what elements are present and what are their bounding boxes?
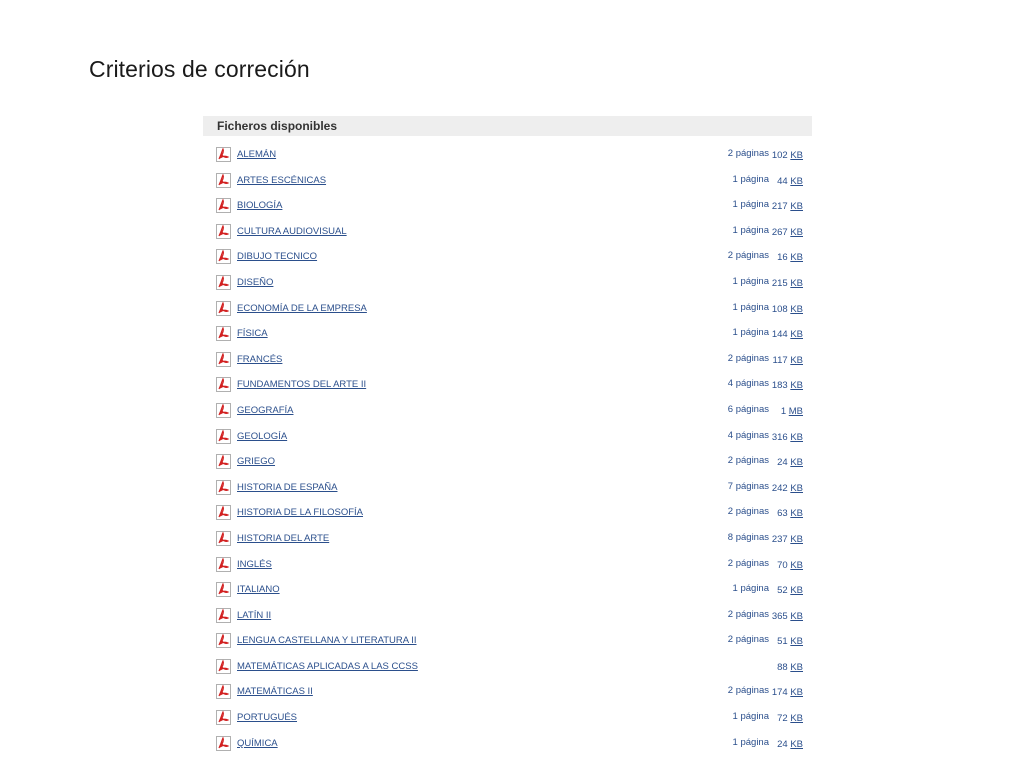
file-row <box>203 443 812 469</box>
file-size-unit[interactable]: KB <box>790 661 803 673</box>
file-link[interactable]: MATEMÁTICAS APLICADAS A LAS CCSS <box>237 660 418 672</box>
slide-title: Criterios de correción <box>89 56 310 82</box>
pdf-icon[interactable] <box>216 736 231 751</box>
file-row <box>203 290 812 316</box>
file-size-unit[interactable]: KB <box>790 175 803 187</box>
file-pages: 2 páginas <box>727 250 769 262</box>
file-size: 365 KB <box>771 610 803 622</box>
file-row <box>203 520 812 546</box>
file-size: 183 KB <box>771 380 803 392</box>
file-size-unit[interactable]: KB <box>790 303 803 315</box>
file-size-unit[interactable]: KB <box>790 482 803 494</box>
pdf-icon[interactable] <box>216 403 231 418</box>
file-pages: 2 páginas <box>727 148 769 159</box>
pdf-icon[interactable] <box>216 710 231 725</box>
file-size-unit[interactable]: KB <box>790 252 803 264</box>
file-size: 88 KB <box>777 661 803 673</box>
file-size-unit[interactable]: KB <box>790 610 803 622</box>
file-list <box>203 136 812 750</box>
pdf-icon[interactable] <box>216 659 231 674</box>
file-pages: 2 páginas <box>727 608 769 620</box>
file-pages: 1 página <box>732 301 769 313</box>
file-link[interactable]: HISTORIA DEL ARTE <box>237 532 330 544</box>
file-size-unit[interactable]: KB <box>790 354 803 366</box>
file-size-unit[interactable]: KB <box>790 508 803 520</box>
file-link[interactable]: FRANCÉS <box>237 353 283 365</box>
file-size-unit[interactable]: KB <box>790 738 803 750</box>
file-pages: 2 páginas <box>727 506 769 518</box>
file-link[interactable]: PORTUGUÉS <box>237 712 298 724</box>
file-row <box>203 469 812 495</box>
file-size: 16 KB <box>777 252 803 264</box>
file-size: 215 KB <box>771 277 803 289</box>
pdf-icon[interactable] <box>216 582 231 597</box>
pdf-icon[interactable] <box>216 147 231 162</box>
file-size-unit[interactable]: MB <box>788 405 803 417</box>
file-link[interactable]: BIOLOGÍA <box>237 200 283 212</box>
file-link[interactable]: QUÍMICA <box>237 737 278 749</box>
file-size: 237 KB <box>771 533 803 545</box>
file-link[interactable]: LATÍN II <box>237 609 272 621</box>
file-pages: 1 página <box>732 224 769 236</box>
file-size-unit[interactable]: KB <box>790 687 803 699</box>
pdf-icon[interactable] <box>216 608 231 623</box>
file-link[interactable]: INGLÉS <box>237 558 272 570</box>
file-size: 316 KB <box>771 431 803 443</box>
pdf-icon[interactable] <box>216 454 231 469</box>
pdf-icon[interactable] <box>216 224 231 239</box>
file-size-unit[interactable]: KB <box>790 380 803 392</box>
file-size: 108 KB <box>771 303 803 315</box>
pdf-icon[interactable] <box>216 173 231 188</box>
pdf-icon[interactable] <box>216 326 231 341</box>
file-size: 44 KB <box>777 175 803 187</box>
pdf-icon[interactable] <box>216 377 231 392</box>
file-size: 144 KB <box>771 329 803 341</box>
file-row <box>203 187 812 213</box>
file-link[interactable]: ECONOMÍA DE LA EMPRESA <box>237 302 367 314</box>
file-size: 217 KB <box>771 201 803 213</box>
file-link[interactable]: GRIEGO <box>237 456 276 468</box>
file-row <box>203 546 812 572</box>
file-link[interactable]: ITALIANO <box>237 584 280 596</box>
file-link[interactable]: ALEMÁN <box>237 149 277 160</box>
file-size-unit[interactable]: KB <box>790 201 803 213</box>
file-pages: 7 páginas <box>727 480 769 492</box>
file-pages: 6 páginas <box>727 403 769 415</box>
file-pages: 1 página <box>732 711 769 723</box>
file-row <box>203 597 812 623</box>
file-pages: 1 página <box>732 583 769 595</box>
file-row <box>203 673 812 699</box>
file-size-unit[interactable]: KB <box>790 713 803 725</box>
file-link[interactable]: FÍSICA <box>237 328 268 340</box>
file-pages: 2 páginas <box>727 455 769 467</box>
files-panel <box>203 116 812 750</box>
pdf-icon[interactable] <box>216 531 231 546</box>
file-size-unit[interactable]: KB <box>790 636 803 648</box>
file-row <box>203 648 812 674</box>
file-row <box>203 699 812 725</box>
file-row <box>203 494 812 520</box>
file-size-unit[interactable]: KB <box>790 559 803 571</box>
file-pages: 4 páginas <box>727 378 769 390</box>
file-size: 24 KB <box>777 738 803 750</box>
file-size-unit[interactable]: KB <box>790 533 803 545</box>
pdf-icon[interactable] <box>216 352 231 367</box>
pdf-icon[interactable] <box>216 429 231 444</box>
pdf-icon[interactable] <box>216 301 231 316</box>
file-size-unit[interactable]: KB <box>790 226 803 238</box>
pdf-icon[interactable] <box>216 480 231 495</box>
file-size-unit[interactable]: KB <box>790 585 803 597</box>
file-pages: 2 páginas <box>727 557 769 569</box>
file-size: 72 KB <box>777 713 803 725</box>
file-pages: 1 página <box>732 199 769 211</box>
file-row <box>203 136 812 162</box>
file-pages: 2 páginas <box>727 685 769 697</box>
file-size-unit[interactable]: KB <box>790 150 803 161</box>
file-size-unit[interactable]: KB <box>790 277 803 289</box>
file-pages: 8 páginas <box>727 531 769 543</box>
file-size: 51 KB <box>777 636 803 648</box>
file-row <box>203 392 812 418</box>
file-link[interactable]: HISTORIA DE ESPAÑA <box>237 481 338 493</box>
file-size-unit[interactable]: KB <box>790 431 803 443</box>
file-row <box>203 264 812 290</box>
file-link[interactable]: DISEÑO <box>237 276 274 288</box>
file-link[interactable]: MATEMÁTICAS II <box>237 686 313 698</box>
file-size: 24 KB <box>777 457 803 469</box>
file-pages: 4 páginas <box>727 429 769 441</box>
file-pages: 1 página <box>732 275 769 287</box>
pdf-icon[interactable] <box>216 249 231 264</box>
file-link[interactable]: GEOLOGÍA <box>237 430 288 442</box>
file-size: 267 KB <box>771 226 803 238</box>
file-link[interactable]: DIBUJO TECNICO <box>237 251 318 263</box>
file-row <box>203 315 812 341</box>
pdf-icon[interactable] <box>216 633 231 648</box>
file-size: 117 KB <box>772 354 803 366</box>
file-size-unit[interactable]: KB <box>790 329 803 341</box>
file-size: 63 KB <box>777 508 803 520</box>
pdf-icon[interactable] <box>216 557 231 572</box>
file-row <box>203 238 812 264</box>
file-row <box>203 418 812 444</box>
file-size: 70 KB <box>777 559 803 571</box>
file-row <box>203 213 812 239</box>
file-pages: 1 página <box>732 173 769 185</box>
panel-header: Ficheros disponibles <box>203 116 812 136</box>
file-size: 242 KB <box>771 482 803 494</box>
pdf-icon[interactable] <box>216 505 231 520</box>
file-row <box>203 725 812 751</box>
file-size-unit[interactable]: KB <box>790 457 803 469</box>
pdf-icon[interactable] <box>216 275 231 290</box>
file-size: 52 KB <box>777 585 803 597</box>
file-row <box>203 571 812 597</box>
file-link[interactable]: LENGUA CASTELLANA Y LITERATURA II <box>237 635 417 647</box>
file-size: 1 MB <box>780 405 803 417</box>
file-link[interactable]: GEOGRAFÍA <box>237 404 294 416</box>
file-row <box>203 162 812 188</box>
file-pages: 2 páginas <box>727 634 769 646</box>
file-pages: 1 página <box>732 327 769 339</box>
pdf-icon[interactable] <box>216 198 231 213</box>
file-pages: 1 página <box>732 736 769 748</box>
file-row <box>203 341 812 367</box>
file-link[interactable]: ARTES ESCÉNICAS <box>237 174 327 186</box>
file-row <box>203 622 812 648</box>
file-link[interactable]: FUNDAMENTOS DEL ARTE II <box>237 379 367 391</box>
file-link[interactable]: CULTURA AUDIOVISUAL <box>237 225 347 237</box>
file-size: 174 KB <box>771 687 803 699</box>
file-row <box>203 366 812 392</box>
pdf-icon[interactable] <box>216 684 231 699</box>
file-link[interactable]: HISTORIA DE LA FILOSOFÍA <box>237 507 364 519</box>
file-size: 102 KB <box>771 150 803 161</box>
file-pages: 2 páginas <box>727 352 769 364</box>
